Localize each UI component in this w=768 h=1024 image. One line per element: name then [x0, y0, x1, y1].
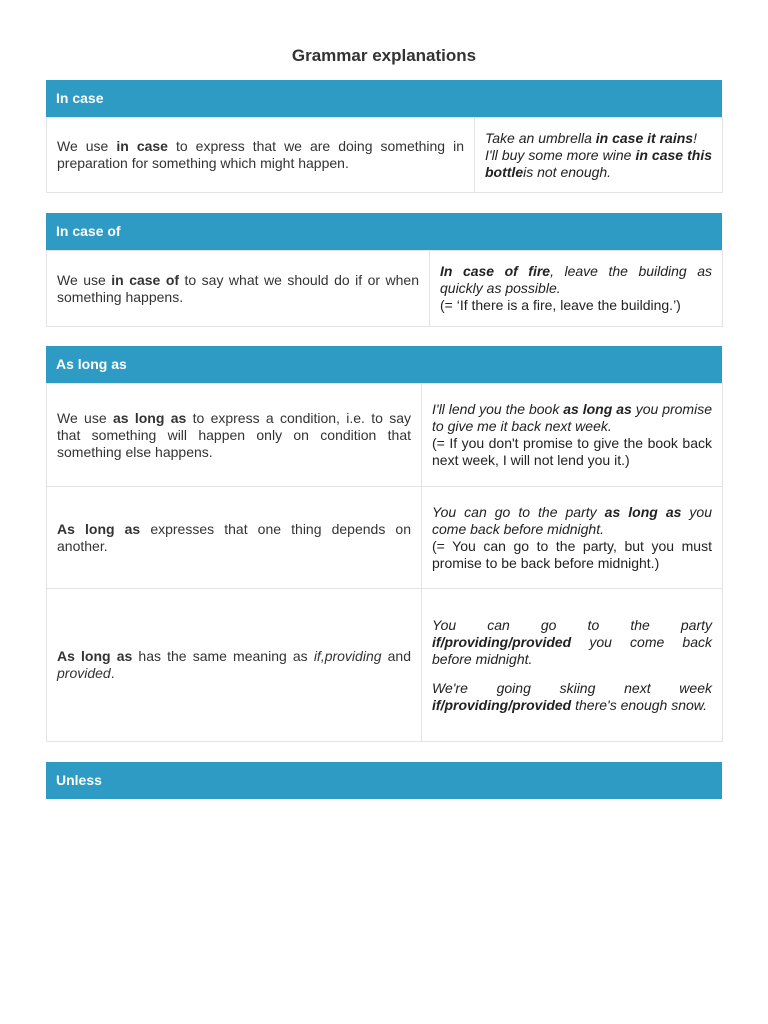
grammar-table	[46, 250, 723, 327]
example-text: I'll lend you the book	[432, 401, 564, 417]
text: We use	[57, 138, 117, 154]
explanation-cell	[47, 487, 422, 589]
text: to say what we should do if or when something happens.	[57, 271, 419, 305]
paraphrase-text: (= If you don't promise to give the book back next week, I will not lend you it.)	[432, 435, 712, 468]
example-text: I'll buy some more wine	[485, 146, 636, 163]
table-row	[47, 487, 723, 589]
keyword: in case it rains	[595, 129, 694, 146]
example-text: !	[693, 129, 697, 146]
section-header: As long as	[46, 346, 722, 383]
text: has the same meaning as	[132, 648, 314, 664]
example-paragraph	[432, 617, 712, 668]
section-unless	[46, 762, 722, 799]
explanation-cell	[47, 118, 475, 193]
table-row	[47, 251, 723, 327]
table-row	[47, 384, 723, 487]
italic-term: provided	[57, 665, 111, 681]
table-row	[47, 589, 723, 742]
keyword: in case	[116, 138, 168, 154]
page-title: Grammar explanations	[291, 46, 477, 65]
keyword: if/providing/provided	[432, 633, 572, 650]
example-text: You can go to the party	[432, 503, 605, 520]
keyword: in case of	[111, 271, 180, 288]
text: to express a condition, i.e. to say that something will happen only on condition that something else happens.	[57, 409, 411, 460]
example-cell	[475, 118, 723, 193]
example-text: there's enough snow.	[571, 696, 708, 713]
explanation-cell	[47, 384, 422, 487]
example-text: is not enough.	[523, 163, 612, 180]
section-header: In case	[46, 80, 722, 117]
section-header: Unless	[46, 762, 722, 799]
text: and	[381, 648, 412, 664]
keyword: In case of fire	[440, 263, 551, 279]
keyword: As long as	[57, 648, 133, 664]
example-text: Take an umbrella	[485, 129, 596, 146]
keyword: as long as	[112, 409, 187, 426]
text: .	[110, 665, 115, 681]
example-text: you come back before midnight.	[432, 503, 712, 537]
paraphrase-text: (= ‘If there is a fire, leave the building.’)	[440, 297, 681, 313]
example-text: You can go to the party	[432, 616, 712, 633]
keyword: as long as	[604, 503, 682, 520]
italic-term: if,providing	[313, 648, 382, 664]
grammar-table	[46, 383, 723, 742]
section-as-long-as	[46, 346, 722, 742]
section-header: In case of	[46, 213, 722, 250]
example-cell	[422, 589, 723, 742]
explanation-cell	[47, 589, 422, 742]
example-paragraph	[432, 680, 712, 714]
keyword: as long as	[563, 401, 632, 417]
keyword: in case this bottle	[485, 146, 712, 180]
grammar-table	[46, 117, 723, 193]
keyword: As long as	[57, 520, 141, 537]
example-text: , leave the building as quickly as possible.	[440, 263, 712, 296]
section-in-case-of	[46, 213, 722, 327]
section-in-case	[46, 80, 722, 193]
example-cell	[422, 487, 723, 589]
example-cell	[430, 251, 723, 327]
example-cell	[422, 384, 723, 487]
text: to express that we are doing something in preparation for something which might happen.	[57, 138, 464, 171]
example-text: We're going skiing next week	[432, 679, 712, 696]
example-text: you come back before midnight.	[432, 633, 712, 667]
text: We use	[57, 409, 113, 426]
text: expresses that one thing depends on another.	[57, 520, 411, 554]
table-row	[47, 118, 723, 193]
explanation-cell	[47, 251, 430, 327]
text: We use	[57, 271, 112, 288]
paraphrase-text: (= You can go to the party, but you must promise to be back before midnight.)	[432, 537, 712, 571]
keyword: if/providing/provided	[432, 696, 572, 713]
example-text: you promise to give me it back next week.	[432, 401, 712, 434]
